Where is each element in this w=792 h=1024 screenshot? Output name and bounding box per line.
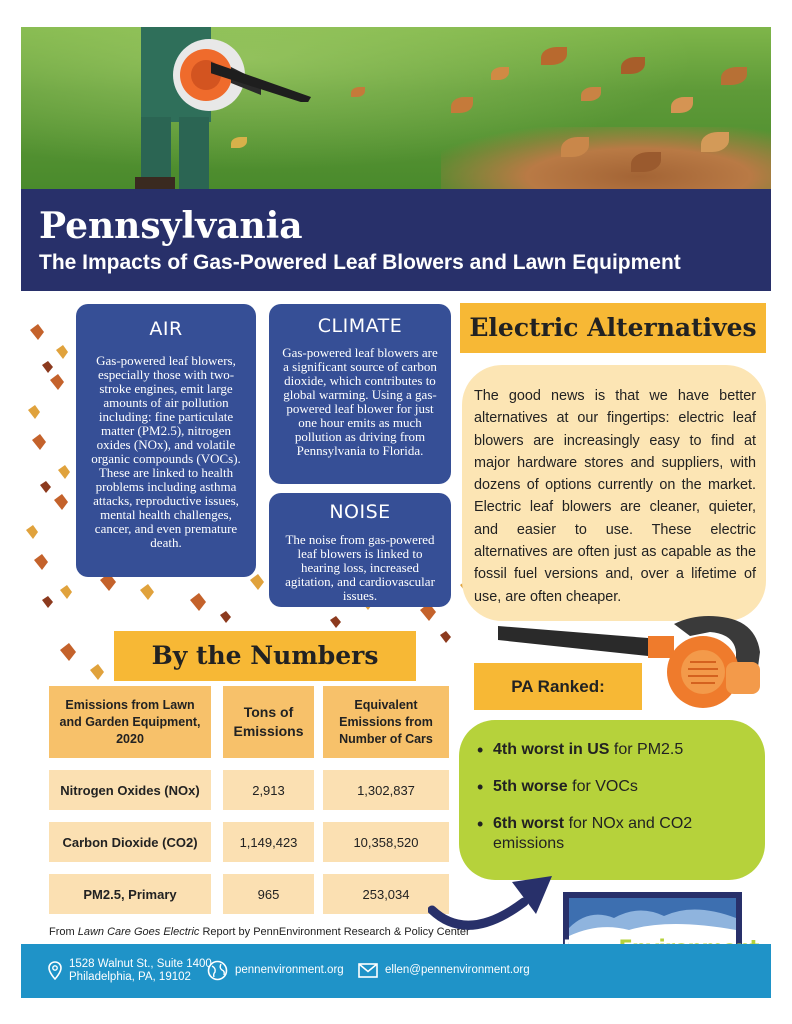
pa-ranked-heading: PA Ranked: — [474, 663, 642, 710]
electric-alternatives-heading: Electric Alternatives — [460, 303, 766, 353]
electric-alternatives-body: The good news is that we have better alternatives at our fingertips: electric leaf blowers are increasingly easy to find at major hardware stores and suppliers, with dozens of options currently on the market. Electric leaf blowers are cleaner, quieter, and easier to use. These electric alternatives are often just as capable as the fossil fuel versions and, over a lifetime of use, are often cheaper. — [462, 365, 766, 621]
air-card-body: Gas-powered leaf blowers, especially those with two-stroke engines, emit large amounts of air pollution including: fine particulate matter (PM2.5), nitrogen oxides (NOx), and volatile organic compounds (VOCs). These are linked to health problems including asthma attacks, reproductive issues, mental health challenges, cancer, and even premature death. — [91, 353, 241, 550]
source-citation — [49, 926, 470, 938]
table-row-nox-label: Nitrogen Oxides (NOx) — [49, 770, 211, 810]
header-label-2: Equivalent Emissions from Number of Cars — [339, 697, 433, 746]
ranked-item-bold: 6th worst — [493, 815, 565, 832]
header-label-1: Tons of Emissions — [233, 704, 304, 739]
climate-card-body: Gas-powered leaf blowers are a significant source of carbon dioxide, which contributes to global warming. Using a gas-powered leaf blower for just one hour emits as much pollution as driving from Pennsylvania to Florida. — [282, 345, 438, 458]
page-title: Pennsylvania — [39, 205, 303, 247]
table-cell-co2-tons: 1,149,423 — [223, 822, 314, 862]
pa-ranked-box — [459, 720, 765, 880]
ranked-item-rest: for NOx and CO2 emissions — [493, 815, 693, 852]
air-card — [76, 304, 256, 577]
address — [69, 958, 212, 984]
table-cell-pm25-tons: 965 — [223, 874, 314, 914]
address-line-2: Philadelphia, PA, 19102 — [69, 971, 191, 983]
climate-card — [269, 304, 451, 484]
table-header-equivalent-cars — [323, 686, 449, 758]
air-card-title: AIR — [149, 318, 183, 340]
globe-icon — [207, 960, 228, 981]
noise-card-body: The noise from gas-powered leaf blowers is linked to hearing loss, increased agitation, and cardiovascular issues. — [285, 532, 435, 603]
table-cell-nox-cars: 1,302,837 — [323, 770, 449, 810]
title-band — [21, 189, 771, 291]
ranked-item-bold: 5th worse — [493, 778, 568, 795]
page-subtitle: The Impacts of Gas-Powered Leaf Blowers and Lawn Equipment — [39, 251, 681, 274]
website-link[interactable]: pennenvironment.org — [235, 964, 344, 976]
curved-arrow-icon — [428, 868, 558, 944]
ranked-item-rest: for PM2.5 — [609, 741, 684, 758]
ranked-item — [477, 740, 747, 760]
table-row-pm25-label: PM2.5, Primary — [49, 874, 211, 914]
table-cell-nox-tons: 2,913 — [223, 770, 314, 810]
ranked-item — [477, 814, 747, 854]
source-suffix: Report by PennEnvironment Research & Policy Center — [199, 926, 470, 938]
source-prefix: From — [49, 926, 78, 938]
ranked-item — [477, 777, 747, 797]
address-line-1: 1528 Walnut St., Suite 1400 — [69, 958, 212, 970]
footer-contact-bar — [21, 944, 771, 998]
hero-photo — [21, 27, 771, 189]
ranked-item-bold: 4th worst in US — [493, 741, 610, 758]
blower-nozzle-illustration — [211, 42, 311, 102]
table-row-co2-label: Carbon Dioxide (CO2) — [49, 822, 211, 862]
header-label-0: Emissions from Lawn and Garden Equipment, 2020 — [59, 697, 201, 746]
envelope-icon — [358, 963, 378, 978]
noise-card-title: NOISE — [329, 501, 391, 523]
noise-card — [269, 493, 451, 607]
table-cell-co2-cars: 10,358,520 — [323, 822, 449, 862]
ranked-item-rest: for VOCs — [567, 778, 638, 795]
table-header-emissions-source — [49, 686, 211, 758]
table-header-tons — [223, 686, 314, 758]
source-report-title: Lawn Care Goes Electric — [77, 926, 200, 938]
by-the-numbers-heading: By the Numbers — [114, 631, 416, 681]
location-pin-icon — [48, 961, 62, 980]
climate-card-title: CLIMATE — [317, 315, 403, 337]
email-link[interactable]: ellen@pennenvironment.org — [385, 964, 530, 976]
table-cell-pm25-cars: 253,034 — [323, 874, 449, 914]
